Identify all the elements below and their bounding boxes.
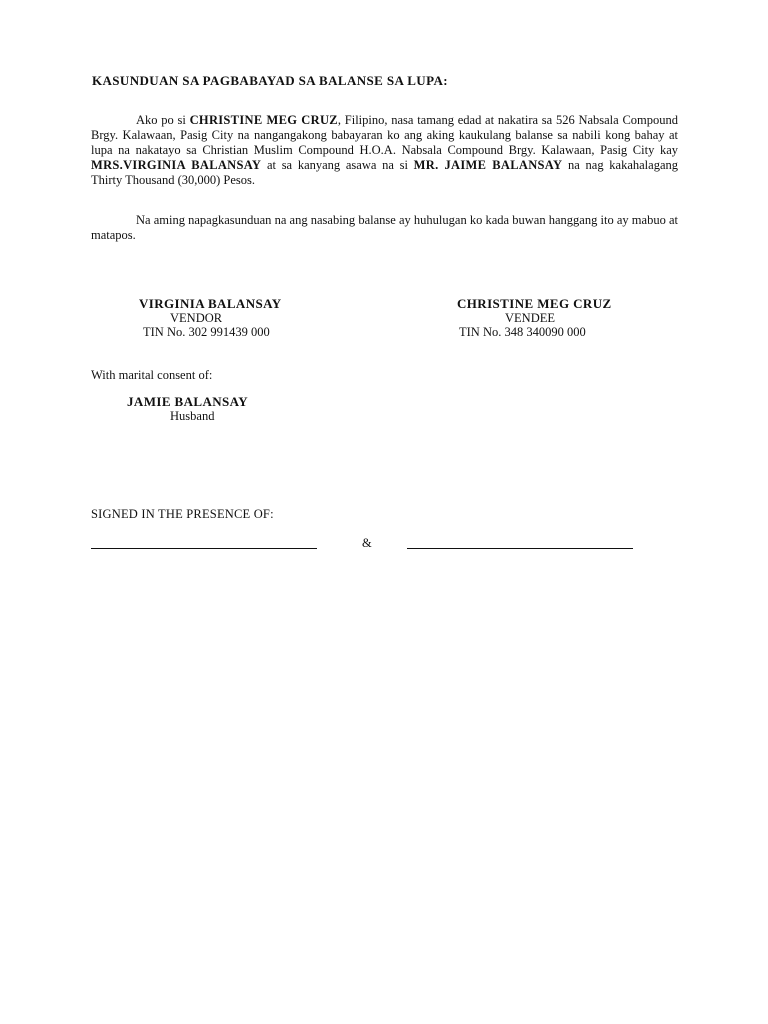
husband-name: JAMIE BALANSAY: [127, 394, 249, 409]
vendee-name: CHRISTINE MEG CRUZ: [457, 296, 612, 311]
installment-paragraph: Na aming napagkasunduan na ang nasabing balanse ay huhulugan ko kada buwan hanggang ito ay mabuo at matapos.: [91, 213, 678, 242]
witness-signature-line-2: [407, 548, 633, 549]
husband-role: Husband: [170, 409, 215, 423]
vendor-name: VIRGINIA BALANSAY: [139, 296, 282, 311]
paragraph-bold-name: MR. JAIME BALANSAY: [413, 158, 563, 172]
document-title: KASUNDUAN SA PAGBABAYAD SA BALANSE SA LUPA:: [92, 73, 448, 88]
paragraph-text: Ako po si: [136, 113, 190, 127]
witness-label: SIGNED IN THE PRESENCE OF:: [91, 507, 274, 521]
husband-signature-block: [127, 395, 248, 423]
witness-signature-line-1: [91, 548, 317, 549]
agreement-paragraph: [91, 113, 678, 188]
paragraph-text: at sa kanyang asawa na si: [261, 158, 414, 172]
vendee-tin: TIN No. 348 340090 000: [459, 325, 586, 339]
paragraph-text: , Filipino, nasa tamang edad at nakatira sa 526 Nabsala Compound Brgy. Kalawaan, Pasig City na nangangakong babayaran ko ang aking kaukulang balanse sa nabili kong bahay at lupa na nakatayo sa Christian Muslim Compound H.O.A. Nabsala Compound Brgy. Kalawaan, Pasig City kay: [91, 113, 679, 157]
vendor-signature-block: [139, 297, 282, 339]
vendee-role: VENDEE: [505, 311, 555, 325]
ampersand: &: [362, 536, 372, 550]
paragraph-bold-name: MRS.VIRGINIA BALANSAY: [91, 158, 262, 172]
marital-consent-label: With marital consent of:: [91, 368, 213, 382]
vendor-tin: TIN No. 302 991439 000: [143, 325, 270, 339]
paragraph-bold-name: CHRISTINE MEG CRUZ: [189, 113, 338, 127]
vendee-signature-block: [457, 297, 612, 339]
paragraph-text: na nag kakahalagang Thirty Thousand (30,000) Pesos.: [91, 158, 678, 187]
vendor-role: VENDOR: [170, 311, 223, 325]
